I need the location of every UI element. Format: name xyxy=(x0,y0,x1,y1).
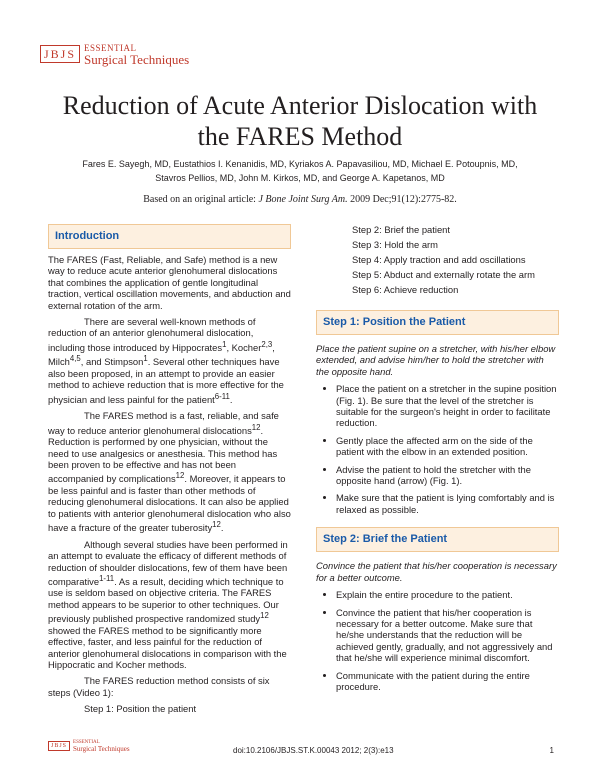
citation-sup: 6-11 xyxy=(214,391,230,401)
intro-paragraph-3 xyxy=(48,410,291,533)
citation-sup: 12 xyxy=(175,471,185,481)
step-list-item-3: Step 3: Hold the arm xyxy=(352,239,438,250)
steps-list xyxy=(316,222,559,297)
footer-logo-text xyxy=(73,739,130,753)
based-rest: 2009 Dec;91(12):2775-82. xyxy=(347,194,457,205)
p2-text-f: . xyxy=(229,393,233,405)
step1-bullet: • Place the patient on a stretcher in the supine position (Fig. 1). Be sure that the level of the stretcher is suitable for the surgeon's height in order to facilitate reduction. xyxy=(336,383,559,429)
doi-citation: doi:10.2106/JBJS.ST.K.00043 2012; 2(3):e13 xyxy=(233,746,394,755)
citation-sup: 12 xyxy=(251,422,261,432)
step2-bullet: • Convince the patient that his/her cooperation is necessary for a better outcome. Make sure that he/she understands that the reduction will be achieved gently, gradually, and not aggressively and that he/she will experience minimal discomfort. xyxy=(336,607,559,664)
p3-text-a: The FARES method is a fast, reliable, and safe way to reduce anterior glenohumeral dislocations xyxy=(48,410,279,436)
right-column xyxy=(316,224,559,698)
step1-lead: Place the patient supine on a stretcher, with his/her elbow extended, and advise him/her to hold the stretcher with the opposite hand. xyxy=(316,343,556,377)
p3-text-b: . Reduction is performed by one physician, without the need to use analgesics or anesthesia. This method has been proven to be effective and has not been accompanied by complications xyxy=(48,424,278,485)
authors-line2: Stavros Pellios, MD, John M. Kirkos, MD, and George A. Kapetanos, MD xyxy=(155,173,445,183)
p2-text-b: , Kocher xyxy=(226,341,262,353)
intro-paragraph-4 xyxy=(48,539,291,671)
logo-text xyxy=(84,42,189,66)
citation-sup: 4,5 xyxy=(69,354,81,364)
citation-sup: 12 xyxy=(260,611,269,621)
authors-line1: Fares E. Sayegh, MD, Eustathios I. Kenanidis, MD, Kyriakos A. Papavasiliou, MD, Michael E. Potoupnis, MD, xyxy=(82,159,518,169)
footer-logo-line1: ESSENTIAL xyxy=(73,740,100,745)
step-list-item-5: Step 5: Abduct and externally rotate the arm xyxy=(352,269,535,280)
journal-logo xyxy=(40,42,189,66)
step1-bullet: • Make sure that the patient is lying comfortably and is relaxed as possible. xyxy=(336,492,559,515)
based-journal: J Bone Joint Surg Am. xyxy=(258,194,348,205)
step1-bullets xyxy=(316,383,559,515)
citation-sup: 1-11 xyxy=(99,573,115,583)
p4-text-c: showed the FARES method to be significantly more effective, faster, and less painful for the reduction of anterior glenohumeral dislocations in comparison with the Hippocratic and Kocher methods. xyxy=(48,624,287,670)
footer-logo-line2: Surgical Techniques xyxy=(73,745,130,753)
logo-box: JBJS xyxy=(40,45,80,63)
intro-paragraph-1: The FARES (Fast, Reliable, and Safe) method is a new way to reduce acute anterior glenohumeral dislocations that combines the application of gentle longitudinal traction, vertical oscillation movements, and abduction and external rotation of the arm. xyxy=(48,254,291,311)
step1-heading: Step 1: Position the Patient xyxy=(316,310,559,335)
logo-line2: Surgical Techniques xyxy=(84,52,190,67)
step2-bullet: • Communicate with the patient during the entire procedure. xyxy=(336,670,559,693)
based-on-citation xyxy=(40,194,560,205)
footer-logo-box: JBJS xyxy=(48,741,70,751)
based-prefix: Based on an original article: xyxy=(143,194,259,205)
author-list xyxy=(40,157,560,185)
step-list-item-2: Step 2: Brief the patient xyxy=(352,224,450,235)
page-footer xyxy=(48,736,554,756)
introduction-heading: Introduction xyxy=(48,224,291,249)
step-list-item-4: Step 4: Apply traction and add oscillations xyxy=(352,254,526,265)
p4-text-a: Although several studies have been performed in an attempt to evaluate the efficacy of different methods of reduction of shoulder dislocations, few of them have been comparative xyxy=(48,538,288,588)
article-title xyxy=(30,90,570,152)
page-number: 1 xyxy=(549,746,554,755)
p2-text-e: . Several other techniques have also been proposed, in an attempt to provide an easier method to achieve reduction that is more effective for the physician and less painful for the patient xyxy=(48,356,284,405)
intro-paragraph-2 xyxy=(48,316,291,405)
title-line2: the FARES Method xyxy=(197,122,403,151)
citation-sup: 12 xyxy=(212,520,221,530)
title-line1: Reduction of Acute Anterior Dislocation with xyxy=(62,91,538,120)
logo-line1: ESSENTIAL xyxy=(84,43,137,53)
p2-text-d: , and Stimpson xyxy=(80,356,144,368)
intro-paragraph-5: The FARES reduction method consists of six steps (Video 1): xyxy=(48,675,270,698)
citation-sup: 1 xyxy=(143,354,148,364)
citation-sup: 2,3 xyxy=(261,339,273,349)
step2-heading: Step 2: Brief the Patient xyxy=(316,527,559,552)
step2-bullet: • Explain the entire procedure to the patient. xyxy=(336,589,559,600)
citation-sup: 1 xyxy=(222,339,227,349)
p3-text-d: . xyxy=(220,522,224,534)
p2-text-c: , Milch xyxy=(48,341,275,368)
step1-bullet: • Gently place the affected arm on the side of the patient with the elbow in an extended position. xyxy=(336,435,559,458)
step-list-item-1: Step 1: Position the patient xyxy=(84,703,197,715)
left-column xyxy=(48,224,291,715)
p4-text-b: . As a result, deciding which technique to use is seldom based on objective criteria. The FARES method appears to be superior to other techniques. Our previously published prospective randomized study xyxy=(48,576,284,625)
step1-bullet: • Advise the patient to hold the stretcher with the opposite hand (arrow) (Fig. 1). xyxy=(336,464,559,487)
step2-lead: Convince the patient that his/her cooperation is necessary for a better outcome. xyxy=(316,560,557,583)
p3-text-c: . Moreover, it appears to be less painful and is faster than other methods of reducing glenohumeral dislocations. It can also be applied to patients with anterior glenohumeral dislocation who also have a fracture of the greater tuberosity xyxy=(48,473,291,534)
step-list-item-6: Step 6: Achieve reduction xyxy=(352,284,459,295)
step2-bullets xyxy=(316,589,559,692)
p2-text-a: There are several well-known methods of reduction of an anterior glenohumeral dislocation, including those introduced by Hippocrates xyxy=(48,316,256,353)
